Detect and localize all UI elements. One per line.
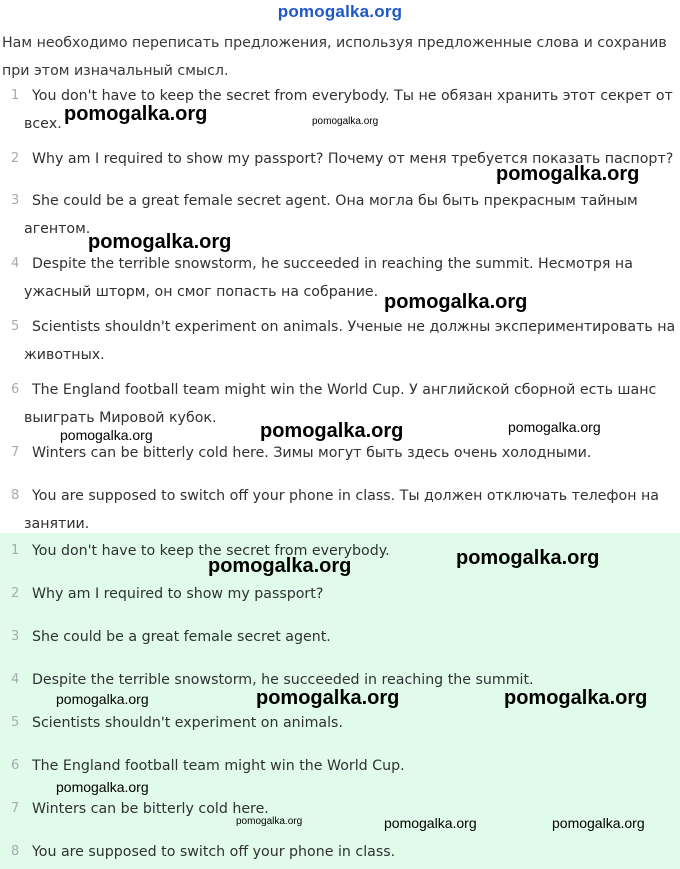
question-number: 5 [11, 319, 20, 334]
watermark: pomogalka.org [456, 547, 600, 569]
watermark: pomogalka.org [384, 291, 528, 313]
watermark: pomogalka.org [236, 816, 303, 827]
question-number: 8 [11, 488, 20, 503]
site-logo[interactable]: pomogalka.org [277, 2, 403, 21]
question-text: She could be a great female secret agent. Она могла бы быть прекрасным тайным агентом. [24, 193, 638, 237]
watermark: pomogalka.org [260, 420, 404, 442]
answer-number: 4 [11, 672, 20, 687]
answer-text: Despite the terrible snowstorm, he succeeded in reaching the summit. [32, 672, 534, 688]
question-text: Winters can be bitterly cold here. Зимы могут быть здесь очень холодными. [32, 445, 592, 461]
question-number: 2 [11, 151, 20, 166]
watermark: pomogalka.org [496, 163, 640, 185]
answer-text: Why am I required to show my passport? [32, 586, 324, 602]
task-instruction: Нам необходимо переписать предложения, используя предложенные слова и сохранив при этом изначальный смысл. [2, 35, 667, 79]
watermark: pomogalka.org [56, 779, 149, 795]
question-number: 1 [11, 88, 20, 103]
watermark: pomogalka.org [208, 555, 352, 577]
answer-number: 5 [11, 715, 20, 730]
answer-text: Scientists shouldn't experiment on animals. [32, 715, 343, 731]
answer-number: 1 [11, 543, 20, 558]
question-number: 4 [11, 256, 20, 271]
question-number: 6 [11, 382, 20, 397]
watermark: pomogalka.org [64, 103, 208, 125]
question-text: Despite the terrible snowstorm, he succeeded in reaching the summit. Несмотря на ужасный шторм, он смог попасть на собрание. [24, 256, 633, 300]
watermark: pomogalka.org [312, 116, 379, 127]
watermark: pomogalka.org [88, 231, 232, 253]
answer-text: She could be a great female secret agent. [32, 629, 331, 645]
answer-text: Winters can be bitterly cold here. [32, 801, 269, 817]
answer-text: You don't have to keep the secret from everybody. [32, 543, 390, 559]
answer-text: The England football team might win the World Cup. [32, 758, 405, 774]
answer-number: 3 [11, 629, 20, 644]
watermark: pomogalka.org [508, 419, 601, 435]
answer-number: 8 [11, 844, 20, 859]
watermark: pomogalka.org [504, 687, 648, 709]
question-text: Scientists shouldn't experiment on animals. Ученые не должны экспериментировать на животных. [24, 319, 676, 363]
question-text: The England football team might win the World Cup. У английской сборной есть шанс выиграть Мировой кубок. [24, 382, 657, 426]
answer-number: 6 [11, 758, 20, 773]
watermark: pomogalka.org [256, 687, 400, 709]
answer-number: 7 [11, 801, 20, 816]
watermark: pomogalka.org [60, 427, 153, 443]
question-text: You are supposed to switch off your phone in class. Ты должен отключать телефон на занятии. [24, 488, 659, 532]
question-text: Why am I required to show my passport? Почему от меня требуется показать паспорт? [32, 151, 674, 167]
answer-number: 2 [11, 586, 20, 601]
question-number: 3 [11, 193, 20, 208]
watermark: pomogalka.org [552, 815, 645, 831]
question-text: You don't have to keep the secret from everybody. Ты не обязан хранить этот секрет от всех. [24, 88, 673, 132]
watermark: pomogalka.org [56, 691, 149, 707]
watermark: pomogalka.org [384, 815, 477, 831]
question-number: 7 [11, 445, 20, 460]
site-header [0, 0, 680, 24]
answer-text: You are supposed to switch off your phone in class. [32, 844, 396, 860]
